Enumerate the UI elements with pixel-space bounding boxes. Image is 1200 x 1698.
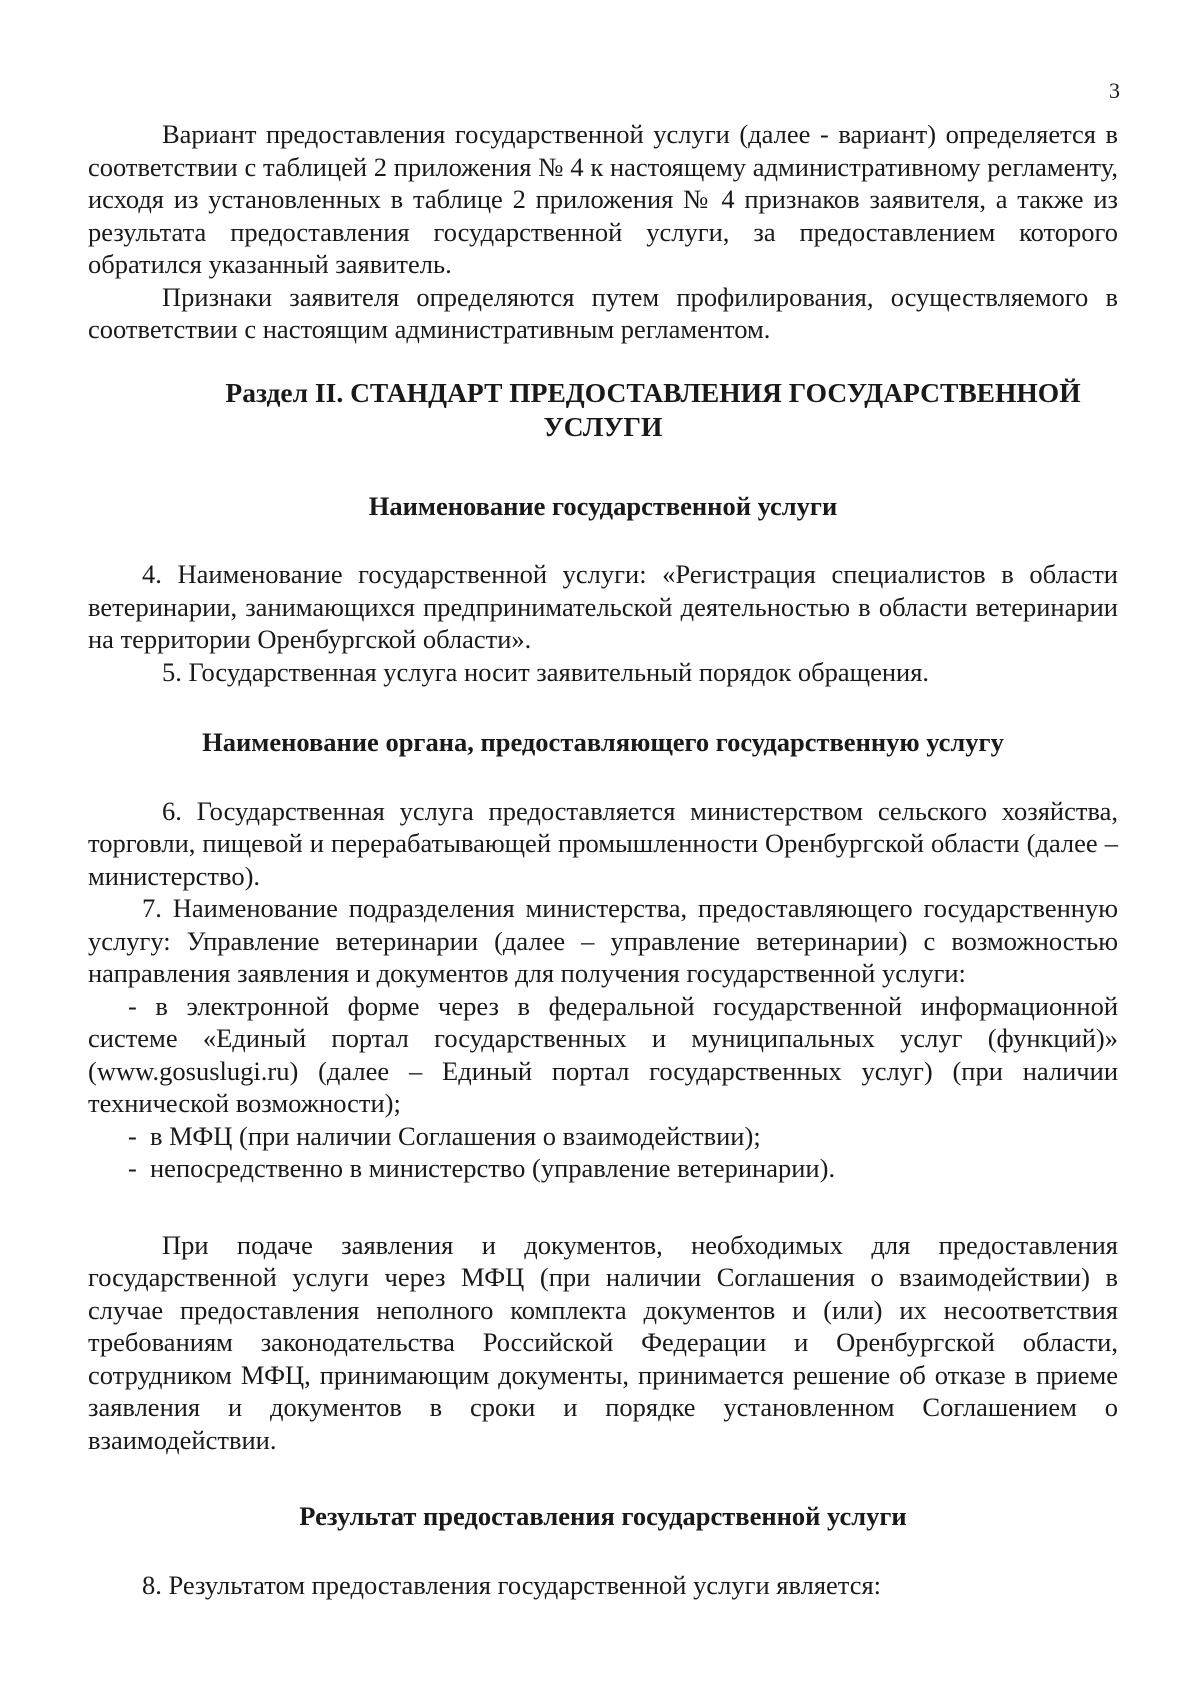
item-6: 6. Государственная услуга предоставляется министерством сельского хозяйства, торговли, пищевой и перерабатывающей промышленности Оренбургской области (далее – министерство). <box>88 795 1118 891</box>
item-4: 4. Наименование государственной услуги: «Регистрация специалистов в области ветеринарии, занимающихся предпринимательской деятельностью в области ветеринарии на территории Оренбургской области». <box>88 559 1118 654</box>
paragraph-applicant-signs: Признаки заявителя определяются путем профилирования, осуществляемого в соответствии с настоящим административным регламентом. <box>88 281 1118 344</box>
page-number: 3 <box>1109 78 1120 103</box>
item-7-mfc-text: в МФЦ (при наличии Соглашения о взаимодействии); <box>150 1120 761 1151</box>
dash-marker: - <box>128 1120 137 1151</box>
heading-authority: Наименование органа, предоставляющего государственную услугу <box>202 727 1004 757</box>
dash-marker: - <box>128 1153 137 1183</box>
paragraph-variant: Вариант предоставления государственной услуги (далее - вариант) определяется в соответствии с таблицей 2 приложения № 4 к настоящему административному регламенту, исходя из установленных в таблице 2 приложения № 4 признаков заявителя, а также из результата предоставления государственной услуги, за предоставлением которого обратился указанный заявитель. <box>88 119 1118 279</box>
section-title-line-1: Раздел II. СТАНДАРТ ПРЕДОСТАВЛЕНИЯ ГОСУДАРСТВЕННОЙ <box>225 376 1081 408</box>
heading-result: Результат предоставления государственной услуги <box>299 1501 907 1531</box>
item-8: 8. Результатом предоставления государственной услуги является: <box>142 1569 882 1600</box>
section-title <box>88 376 1118 444</box>
item-7-ministry-text: непосредственно в министерство (управление ветеринарии). <box>150 1153 836 1183</box>
heading-service-name: Наименование государственной услуги <box>368 490 838 521</box>
document-body <box>88 118 1118 1601</box>
item-7-mfc <box>88 1120 1118 1153</box>
item-7: 7. Наименование подразделения министерства, предоставляющего государственную услугу: Управление ветеринарии (далее – управление ветеринарии) с возможностью направления заявления и документов для получения государственной услуги: <box>88 893 1118 988</box>
item-7-electronic: - в электронной форме через в федеральной государственной информационной системе «Единый портал государственных и муниципальных услуг (функций)» (www.gosuslugi.ru) (далее – Единый портал государственных услуг) (при наличии технической возможности); <box>88 990 1118 1118</box>
paragraph-mfc-refusal: При подаче заявления и документов, необходимых для предоставления государственной услуги через МФЦ (при наличии Соглашения о взаимодействии) в случае предоставления неполного комплекта документов и (или) их несоответствия требованиям законодательства Российской Федерации и Оренбургской области, сотрудником МФЦ, принимающим документы, принимается решение об отказе в приеме заявления и документов в сроки и порядке установленном Соглашением о взаимодействии. <box>88 1229 1118 1455</box>
item-7-ministry <box>88 1152 1118 1185</box>
item-5: 5. Государственная услуга носит заявительный порядок обращения. <box>162 656 930 687</box>
section-title-line-2: УСЛУГИ <box>543 410 663 442</box>
